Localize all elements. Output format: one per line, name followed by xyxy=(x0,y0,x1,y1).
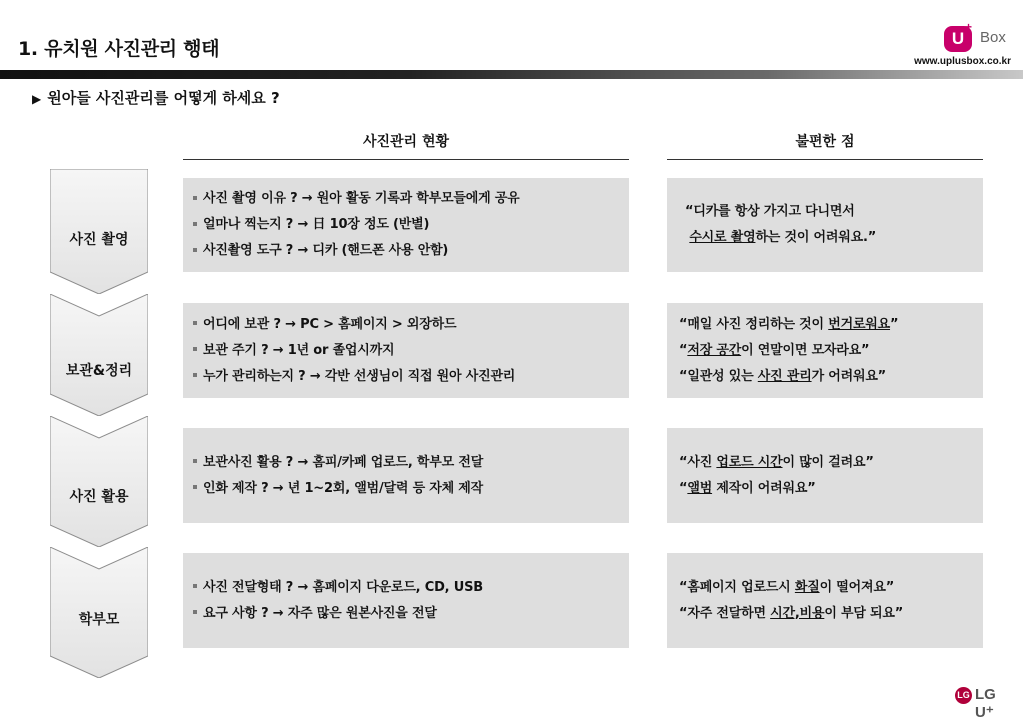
square-bullet-icon xyxy=(193,610,197,614)
pain-quote xyxy=(685,225,983,251)
status-item xyxy=(193,338,629,364)
site-url: www.uplusbox.co.kr xyxy=(914,56,1011,67)
category-chevron xyxy=(50,547,148,678)
status-item xyxy=(193,450,629,476)
pain-quote xyxy=(679,338,983,364)
square-bullet-icon xyxy=(193,373,197,377)
status-item-text: 누가 관리하는지 ? → 각반 선생님이 직접 원아 사진관리 xyxy=(203,368,516,384)
triangle-bullet-icon: ▶ xyxy=(32,92,42,106)
quote-text: 이 많이 걸려요” xyxy=(782,454,874,470)
emphasized-text: 시간,비용 xyxy=(770,605,825,621)
quote-text: “홈페이지 업로드시 xyxy=(679,579,795,595)
quote-text: “ xyxy=(679,480,688,496)
square-bullet-icon xyxy=(193,584,197,588)
quote-text: “ xyxy=(679,342,688,358)
category-label: 학부모 xyxy=(78,612,120,628)
emphasized-text: 수시로 촬영 xyxy=(689,230,756,245)
emphasized-text: 번거로워요 xyxy=(828,316,891,332)
status-item xyxy=(193,364,629,390)
status-box xyxy=(183,303,629,398)
column-header-pain: 불편한 점 xyxy=(795,134,855,150)
emphasized-text: 앨범 xyxy=(687,480,713,496)
quote-text: “사진 xyxy=(679,454,717,470)
brand-plus: + xyxy=(965,20,973,34)
emphasized-text: 화질 xyxy=(794,579,820,595)
quote-text: ” xyxy=(890,316,899,332)
lg-uplus-text: LG U⁺ xyxy=(975,686,996,721)
category-chevron xyxy=(50,294,148,416)
quote-text: “매일 사진 정리하는 것이 xyxy=(679,316,829,332)
pain-point-box xyxy=(667,303,983,398)
quote-text: 제작이 어려워요” xyxy=(712,480,816,496)
square-bullet-icon xyxy=(193,196,197,200)
quote-text: 이 연말이면 모자라요” xyxy=(741,342,870,358)
emphasized-text: 사진 관리 xyxy=(757,368,812,384)
pain-quote xyxy=(679,450,983,476)
status-box xyxy=(183,428,629,523)
page-title: 1. 유치원 사진관리 행태 xyxy=(18,38,220,60)
section-subtitle xyxy=(32,87,280,108)
quote-text: 하는 것이 어려워요.” xyxy=(755,230,877,245)
status-item xyxy=(193,212,629,238)
pain-point-box xyxy=(667,553,983,648)
pain-point-box xyxy=(667,428,983,523)
status-item-text: 보관 주기 ? → 1년 or 졸업시까지 xyxy=(203,342,395,358)
status-item-text: 사진촬영 도구 ? → 디카 (핸드폰 사용 안함) xyxy=(203,243,449,258)
status-item-text: 사진 촬영 이유 ? → 원아 활동 기록과 학부모들에게 공유 xyxy=(203,191,520,206)
category-chevron xyxy=(50,169,148,294)
lg-uplus-logo xyxy=(955,686,1017,721)
status-item xyxy=(193,601,629,627)
brand-badge: U xyxy=(944,26,972,52)
status-item xyxy=(193,575,629,601)
square-bullet-icon xyxy=(193,347,197,351)
quote-text: “일관성 있는 xyxy=(679,368,758,384)
pain-point-box xyxy=(667,178,983,272)
category-label: 사진 촬영 xyxy=(69,232,129,248)
emphasized-text: 업로드 시간 xyxy=(716,454,783,470)
status-item-text: 사진 전달형태 ? → 홈페이지 다운로드, CD, USB xyxy=(203,579,483,595)
pain-quote xyxy=(679,575,983,601)
quote-text: “디카를 항상 가지고 다니면서 xyxy=(685,204,855,219)
column-header-status-rule xyxy=(183,159,629,160)
lg-circle-icon: LG xyxy=(955,687,972,704)
quote-text: “자주 전달하면 xyxy=(679,605,771,621)
subtitle-text: 원아들 사진관리를 어떻게 하세요 ? xyxy=(47,89,280,107)
header-divider-bar xyxy=(0,70,1023,79)
pain-quote xyxy=(679,476,983,502)
status-box xyxy=(183,178,629,272)
status-item-text: 요구 사항 ? → 자주 많은 원본사진을 전달 xyxy=(203,605,437,621)
square-bullet-icon xyxy=(193,222,197,226)
pain-quote xyxy=(679,364,983,390)
status-item-text: 어디에 보관 ? → PC > 홈페이지 > 외장하드 xyxy=(203,316,457,332)
quote-text: 이 떨어져요” xyxy=(819,579,895,595)
status-item xyxy=(193,312,629,338)
status-item xyxy=(193,186,629,212)
square-bullet-icon xyxy=(193,485,197,489)
column-header-status: 사진관리 현황 xyxy=(362,134,450,150)
pain-quote xyxy=(679,601,983,627)
pain-quote xyxy=(685,199,983,225)
square-bullet-icon xyxy=(193,321,197,325)
status-item xyxy=(193,238,629,264)
status-item xyxy=(193,476,629,502)
category-chevron xyxy=(50,416,148,547)
category-label: 보관&정리 xyxy=(65,363,133,379)
quote-text: 가 어려워요” xyxy=(811,368,887,384)
category-label: 사진 활용 xyxy=(69,489,129,505)
status-box xyxy=(183,553,629,648)
uplus-box-logo xyxy=(944,20,1014,56)
emphasized-text: 저장 공간 xyxy=(687,342,742,358)
status-item-text: 얼마나 찍는지 ? → 日 10장 정도 (반별) xyxy=(203,217,430,232)
status-item-text: 보관사진 활용 ? → 홈피/카페 업로드, 학부모 전달 xyxy=(203,454,484,470)
brand-text: Box xyxy=(980,29,1006,46)
square-bullet-icon xyxy=(193,459,197,463)
quote-text: 이 부담 되요” xyxy=(824,605,904,621)
status-item-text: 인화 제작 ? → 년 1~2회, 앨범/달력 등 자체 제작 xyxy=(203,480,484,496)
pain-quote xyxy=(679,312,983,338)
square-bullet-icon xyxy=(193,248,197,252)
column-header-pain-rule xyxy=(667,159,983,160)
